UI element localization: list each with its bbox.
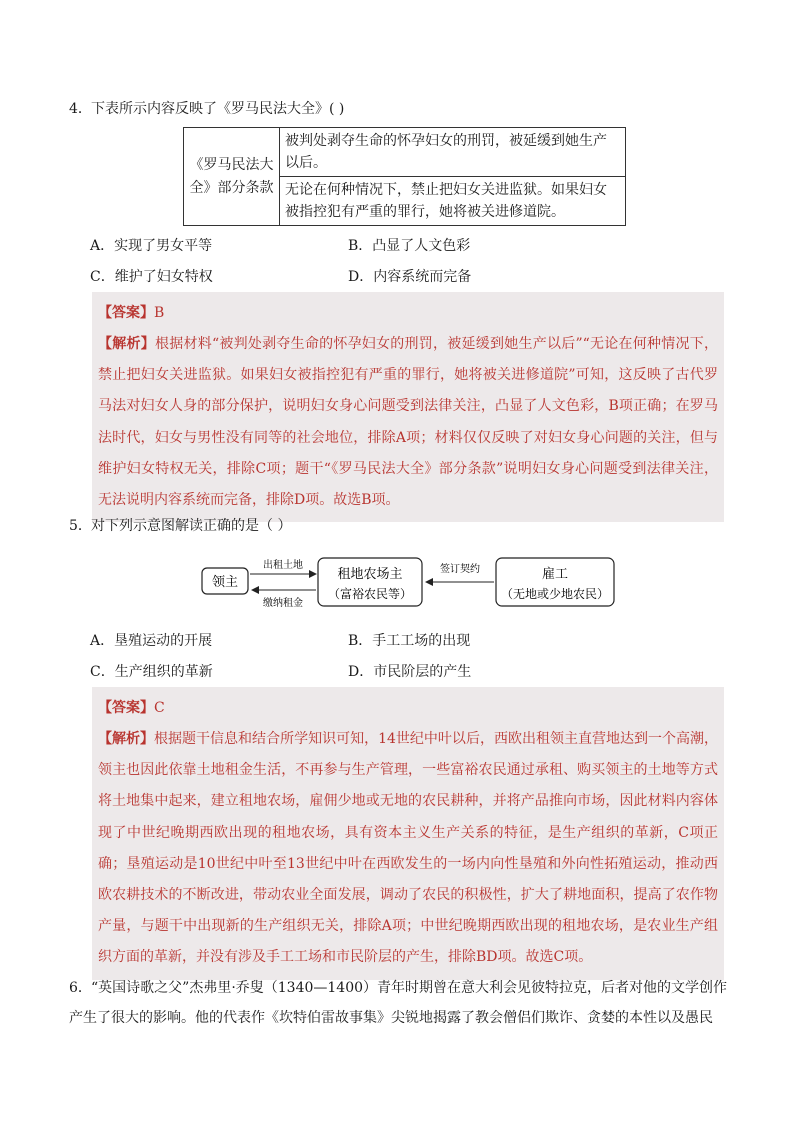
answer-line (92, 298, 724, 329)
option-b[interactable]: B．凸显了人文色彩 (348, 237, 471, 254)
analysis-paragraph (92, 724, 724, 974)
question-text: “英国诗歌之父”杰弗里·乔叟（1340—1400）青年时期曾在意大利会见彼特拉克，后者对他的文学创作产生了很大的影响。他的代表作《坎特伯雷故事集》尖锐地揭露了教会僧侣们欺诈、贪婪的本性以及愚民 (69, 980, 728, 1026)
farmer-label: 租地农场主 (337, 567, 403, 582)
analysis-text: 根据材料“被判处剥夺生命的怀孕妇女的刑罚，被延缓到她生产以后”“无论在何种情况下，禁止把妇女关进监狱。如果妇女被指控犯有严重的罪行，她将被关进修道院”可知，这反映了古代罗马法对妇女人身的部分保护，说明妇女身心问题受到法律关注，凸显了人文色彩，B项正确；在罗马法时代，妇女与男性没有同等的社会地位，排除A项；材料仅仅反映了对妇女身心问题的关注，但与维护妇女特权无关，排除C项；题干“《罗马民法大全》部分条款”说明妇女身心问题受到法律关注，无法说明内容系统而完备，排除D项。故选B项。 (98, 336, 718, 509)
analysis-text: 根据题干信息和结合所学知识可知，14世纪中叶以后，西欧出租领主直营地达到一个高潮，领主也因此依靠土地租金生活，不再参与生产管理，一些富裕农民通过承租、购买领主的土地等方式将土地集中起来，建立租地农场，雇佣少地或无地的农民耕种，并将产品推向市场，因此材料内容体现了中世纪晚期西欧出现的租地农场，具有资本主义生产关系的特征，是生产组织的革新，C项正确；垦殖运动是10世纪中叶至13世纪中叶在西欧发生的一场内向性垦殖和外向性拓殖运动，推动西欧农耕技术的不断改进，带动农业全面发展，调动了农民的积极性，扩大了耕地面积，提高了农作物产量，与题干中出现新的生产组织无关，排除A项；中世纪晚期西欧出现的租地农场，是农业生产组织方面的革新，并没有涉及手工工场和市民阶层的产生，排除BD项。故选C项。 (98, 731, 719, 966)
answer-line (92, 693, 724, 724)
lord-label: 领主 (211, 575, 239, 590)
law-table-header: 《罗马民法大全》部分条款 (184, 128, 280, 226)
rent-land-label: 出租土地 (263, 560, 303, 571)
farmer-sublabel: （富裕农民等） (327, 587, 413, 601)
question-5-answer-box (92, 687, 724, 980)
question-number: 5． (69, 518, 92, 534)
question-4-stem (69, 98, 729, 120)
option-a[interactable]: A．实现了男女平等 (90, 237, 213, 254)
option-d[interactable]: D．市民阶层的产生 (348, 663, 472, 680)
question-text: 对下列示意图解读正确的是（ ） (91, 518, 292, 534)
option-d[interactable]: D．内容系统而完备 (348, 268, 472, 285)
pay-rent-label: 缴纳租金 (263, 598, 303, 609)
analysis-tag: 【解析】 (98, 731, 155, 747)
question-4-answer-box (92, 292, 724, 522)
worker-sublabel: （无地或少地农民） (500, 587, 610, 601)
analysis-tag: 【解析】 (98, 336, 155, 352)
question-text: 下表所示内容反映了《罗马民法大全》( ) (91, 101, 345, 117)
question-number: 6． (69, 980, 92, 996)
contract-label: 签订契约 (440, 564, 480, 575)
question-5-options (90, 624, 690, 686)
option-a[interactable]: A．垦殖运动的开展 (90, 632, 213, 649)
question-4-options (90, 229, 690, 291)
option-c[interactable]: C．生产组织的革新 (90, 663, 213, 680)
question-5-stem (69, 515, 729, 537)
answer-value: C (154, 700, 165, 716)
law-table-row: 被判处剥夺生命的怀孕妇女的刑罚，被延缓到她生产以后。 (280, 128, 626, 177)
law-table-row: 无论在何种情况下，禁止把妇女关进监狱。如果妇女被指控犯有严重的罪行，她将被关进修道院。 (280, 177, 626, 226)
law-table (183, 127, 626, 226)
answer-tag: 【答案】 (98, 305, 154, 321)
worker-label: 雇工 (541, 567, 569, 582)
analysis-paragraph (92, 329, 724, 516)
question-number: 4． (69, 101, 92, 117)
land-lease-diagram (198, 554, 618, 618)
question-6-stem (69, 973, 729, 1033)
answer-value: B (154, 305, 165, 321)
option-c[interactable]: C．维护了妇女特权 (90, 268, 213, 285)
option-b[interactable]: B．手工工场的出现 (348, 632, 471, 649)
answer-tag: 【答案】 (98, 700, 154, 716)
